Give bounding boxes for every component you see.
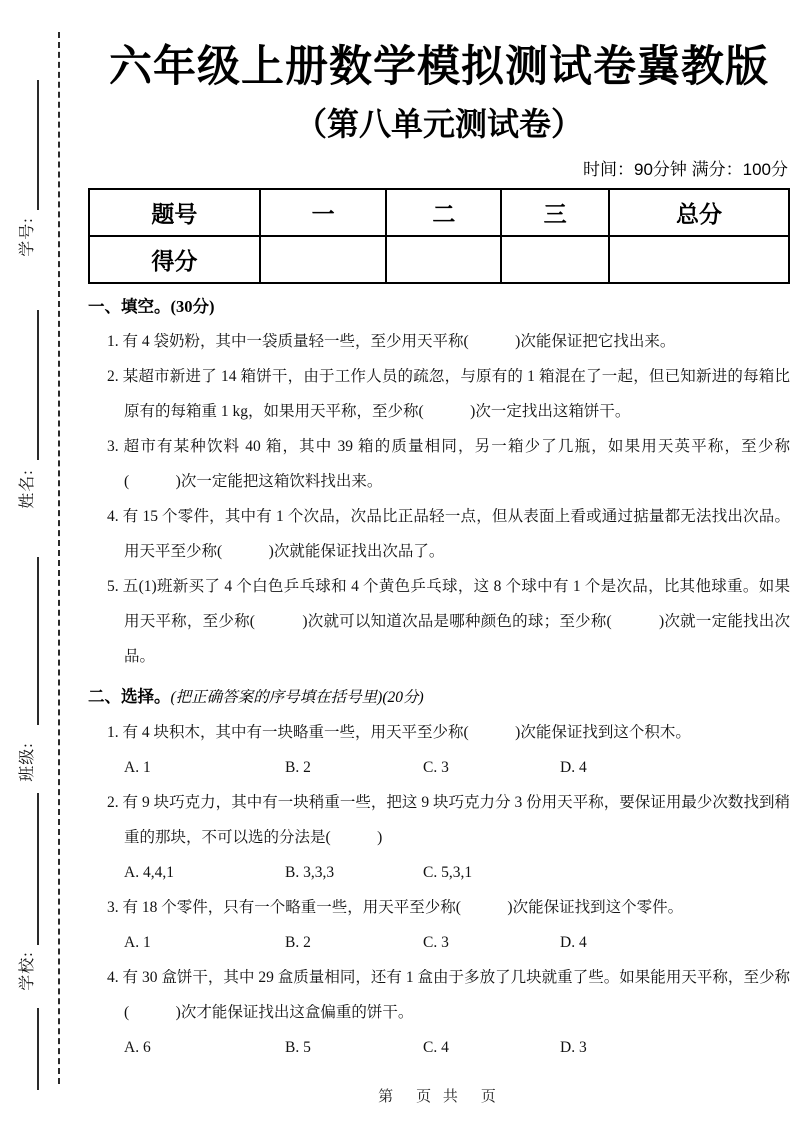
option-b: B. 3,3,3 [285,864,335,881]
exam-meta: 时间：90分钟 满分：100分 [583,160,788,179]
option-c: C. 3 [423,759,449,776]
option-a: A. 4,4,1 [124,864,174,881]
section-2-heading-title: 二、选择。 [88,687,171,706]
option-a: A. 1 [124,759,151,776]
fold-dashed-line [58,32,60,1084]
score-row-label: 得分 [89,236,260,283]
score-table-col-2: 二 [386,189,501,236]
option-c: C. 5,3,1 [423,864,473,881]
section-2-question-2: 2. 有 9 块巧克力，其中有一块稍重一些，把这 9 块巧克力分 3 份用天平称，要保证用最少次数找到稍重的那块，不可以选的分法是( ) [107,794,790,846]
section-2-heading-note: (把正确答案的序号填在括号里)(20分) [170,689,424,706]
option-d: D. 3 [560,1039,587,1056]
margin-label-class: 班级: [19,742,36,782]
score-table-col-1: 一 [260,189,387,236]
score-table-col-3: 三 [501,189,609,236]
score-table-score-row [89,236,789,283]
section-1-question-3: 3. 超市有某种饮料 40 箱，其中 39 箱的质量相同，另一箱少了几瓶，如果用天英平称，至少称( )次一定能把这箱饮料找出来。 [107,438,790,490]
option-b: B. 5 [285,1039,311,1056]
margin-label-student-id: 学号: [19,217,36,257]
option-d: D. 4 [560,759,587,776]
score-table-col-label: 题号 [89,189,260,236]
section-1-question-4: 4. 有 15 个零件，其中有 1 个次品，次品比正品轻一点，但从表面上看或通过掂量都无法找出次品。用天平至少称( )次就能保证找出次品了。 [107,508,790,560]
section-2-heading [88,679,790,715]
exam-content [88,30,790,1065]
score-cell-total [609,236,789,283]
class-blank-line [37,557,39,725]
section-1-heading: 一、填空。(30分) [88,297,215,316]
page-title: 六年级上册数学模拟测试卷冀教版 [109,43,769,91]
section-2-question-2-options [124,855,790,890]
margin-label-school: 学校: [19,951,36,991]
score-cell-2 [386,236,501,283]
section-2-question-1-options [124,750,790,785]
page-subtitle: （第八单元测试卷） [294,106,583,142]
section-2-question-4-options [124,1030,790,1065]
option-c: C. 3 [423,934,449,951]
section-2-question-1: 1. 有 4 块积木，其中有一块略重一些，用天平至少称( )次能保证找到这个积木。 [107,724,691,741]
section-1-question-5: 5. 五(1)班新买了 4 个白色乒乓球和 4 个黄色乒乓球，这 8 个球中有 1 个是次品，比其他球重。如果用天平称，至少称( )次就可以知道次品是哪种颜色的球；至少称( )次就一定能找出次品。 [107,578,790,665]
score-table-header-row [89,189,789,236]
section-2-question-3-options [124,925,790,960]
score-cell-1 [260,236,387,283]
section-1-question-1: 1. 有 4 袋奶粉，其中一袋质量轻一些，至少用天平称( )次能保证把它找出来。 [107,333,676,350]
score-table [88,188,790,284]
section-2-question-3: 3. 有 18 个零件，只有一个略重一些，用天平至少称( )次能保证找到这个零件。 [107,899,684,916]
section-2-question-4: 4. 有 30 盒饼干，其中 29 盒质量相同，还有 1 盒由于多放了几块就重了些。如果能用天平称，至少称( )次才能保证找出这盒偏重的饼干。 [107,969,790,1021]
option-b: B. 2 [285,759,311,776]
option-d: D. 4 [560,934,587,951]
margin-label-name: 姓名: [19,469,36,509]
option-a: A. 1 [124,934,151,951]
option-c: C. 4 [423,1039,449,1056]
score-cell-3 [501,236,609,283]
page-footer: 第 页 共 页 [378,1089,500,1105]
section-1-question-2: 2. 某超市新进了 14 箱饼干，由于工作人员的疏忽，与原有的 1 箱混在了一起，但已知新进的每箱比原有的每箱重 1 kg，如果用天平称，至少称( )次一定找出这箱饼干。 [107,368,790,420]
score-table-col-total: 总分 [609,189,789,236]
option-a: A. 6 [124,1039,151,1056]
option-b: B. 2 [285,934,311,951]
